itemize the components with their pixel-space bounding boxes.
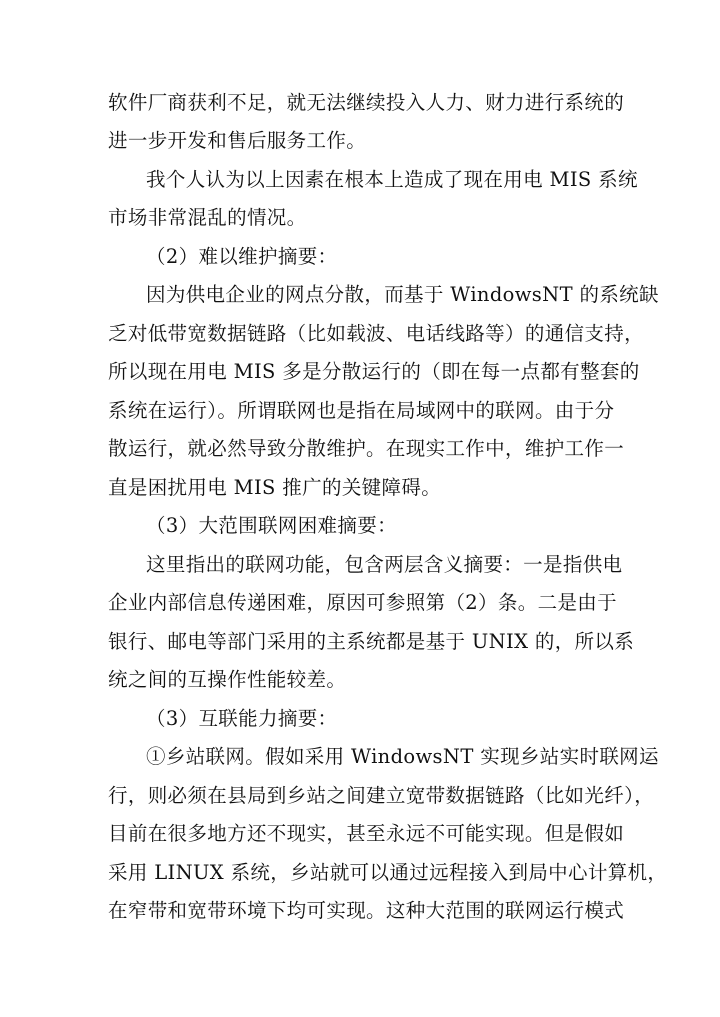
body-text-line: 在窄带和宽带环境下均可实现。这种大范围的联网运行模式 <box>108 899 625 922</box>
body-text-line: 直是困扰用电 MIS 推广的关键障碍。 <box>108 476 442 499</box>
body-text-line: 进一步开发和售后服务工作。 <box>108 129 367 152</box>
paragraph-first-line: ①乡站联网。假如采用 WindowsNT 实现乡站实时联网运 <box>146 745 659 768</box>
paragraph-first-line: 因为供电企业的网点分散，而基于 WindowsNT 的系统缺 <box>146 283 659 306</box>
body-text-line: 散运行，就必然导致分散维护。在现实工作中，维护工作一 <box>108 437 625 460</box>
body-text-line: 乏对低带宽数据链路（比如载波、电话线路等）的通信支持， <box>108 322 644 345</box>
body-text-line: 采用 LINUX 系统，乡站就可以通过远程接入到局中心计算机， <box>108 861 668 884</box>
body-text-line: 软件厂商获利不足，就无法继续投入人力、财力进行系统的 <box>108 91 625 114</box>
section-heading-3: （3）大范围联网困难摘要： <box>146 514 397 537</box>
section-heading-2: （2）难以维护摘要： <box>146 245 338 268</box>
body-text-line: 银行、邮电等部门采用的主系统都是基于 UNIX 的，所以系 <box>108 630 635 653</box>
body-text-line: 统之间的互操作性能较差。 <box>108 668 347 691</box>
paragraph-first-line: 这里指出的联网功能，包含两层含义摘要：一是指供电 <box>146 553 623 576</box>
section-heading-3-interconnect: （3）互联能力摘要： <box>146 707 338 730</box>
body-text-line: 系统在运行）。所谓联网也是指在局域网中的联网。由于分 <box>108 399 615 422</box>
paragraph-first-line: 我个人认为以上因素在根本上造成了现在用电 MIS 系统 <box>146 168 638 191</box>
body-text-line: 行，则必须在县局到乡站之间建立宽带数据链路（比如光纤）， <box>108 784 655 807</box>
body-text-line: 目前在很多地方还不现实，甚至永远不可能实现。但是假如 <box>108 822 625 845</box>
body-text-line: 市场非常混乱的情况。 <box>108 206 307 229</box>
body-text-line: 所以现在用电 MIS 多是分散运行的（即在每一点都有整套的 <box>108 360 640 383</box>
body-text-line: 企业内部信息传递困难，原因可参照第（2）条。二是由于 <box>108 591 618 614</box>
